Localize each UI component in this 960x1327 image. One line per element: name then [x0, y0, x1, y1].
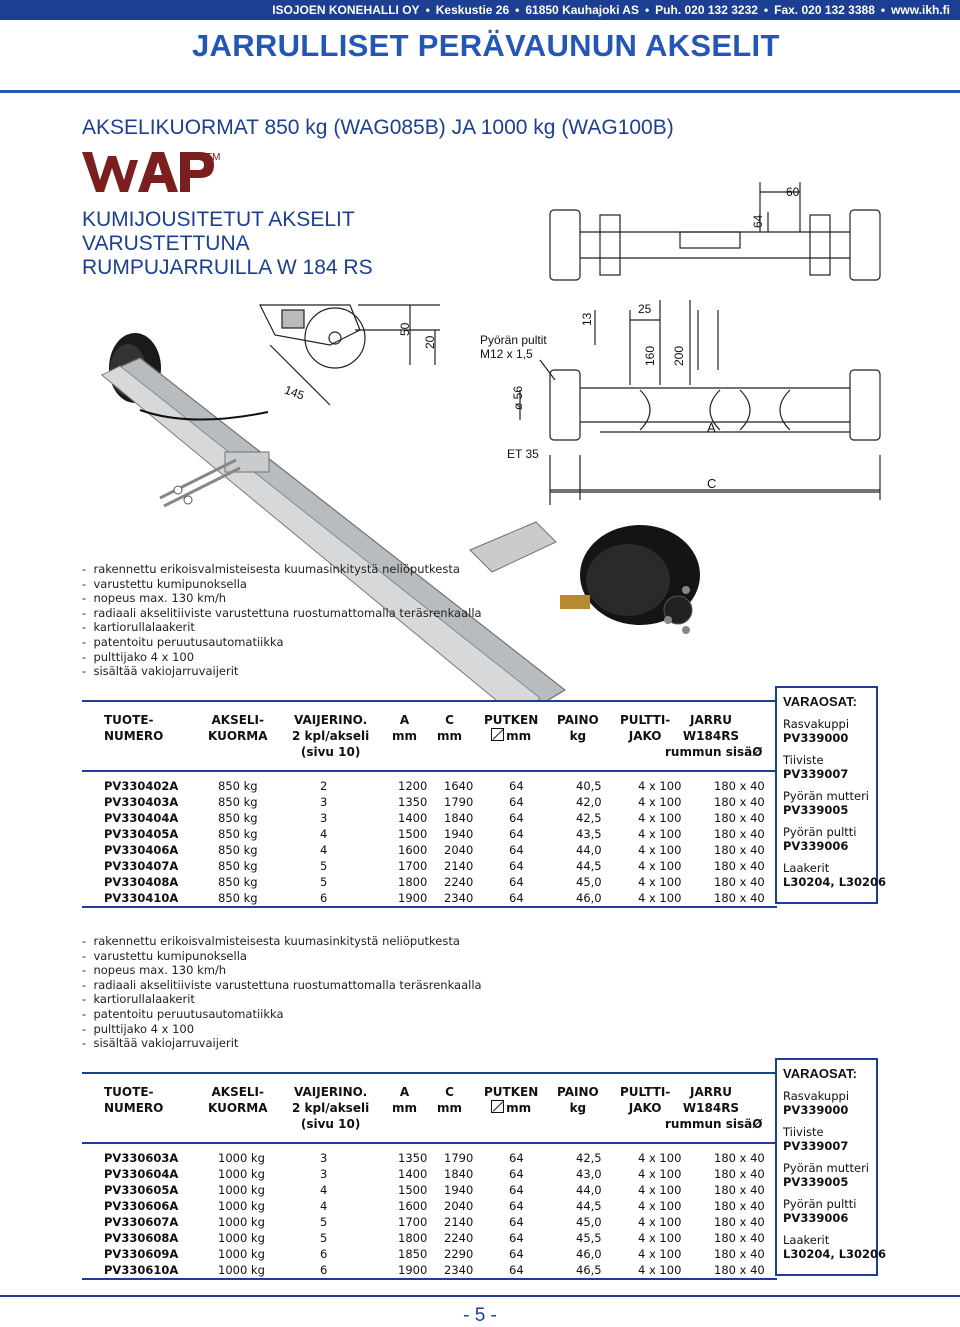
feature-item: - nopeus max. 130 km/h — [82, 591, 482, 606]
col-header-c: C mm — [437, 713, 463, 743]
table-row — [82, 1166, 777, 1182]
cell-dim-a: 1700 — [398, 1215, 428, 1229]
cell-dim-a: 1350 — [398, 1151, 428, 1165]
cell-brake-size: 180 x 40 — [714, 779, 765, 793]
cell-product-number: PV330407A — [104, 859, 179, 873]
feature-item: - sisältää vakiojarruvaijerit — [82, 664, 482, 679]
bolts-size: M12 x 1,5 — [480, 347, 533, 361]
cell-cable-number: 5 — [320, 859, 328, 873]
cell-dim-a: 1900 — [398, 891, 428, 905]
cell-product-number: PV330607A — [104, 1215, 179, 1229]
cell-product-number: PV330603A — [104, 1151, 179, 1165]
trademark-mark: TM — [206, 152, 221, 163]
cell-dim-a: 1800 — [398, 875, 428, 889]
cell-dim-c: 2040 — [444, 843, 474, 857]
cell-cable-number: 4 — [320, 1183, 328, 1197]
cell-brake-size: 180 x 40 — [714, 1231, 765, 1245]
table-body — [82, 770, 777, 905]
cell-dim-a: 1850 — [398, 1247, 428, 1261]
cell-tube-size: 64 — [509, 779, 524, 793]
cell-product-number: PV330604A — [104, 1167, 179, 1181]
cell-cable-number: 3 — [320, 1151, 328, 1165]
col-header-pultti: PULTTI- JAKO — [620, 713, 671, 743]
cell-tube-size: 64 — [509, 1247, 524, 1261]
feature-item: - sisältää vakiojarruvaijerit — [82, 1036, 482, 1051]
description-line: VARUSTETTUNA — [82, 232, 250, 255]
table-row — [82, 1198, 777, 1214]
spare-part-label: Rasvakuppi — [783, 1089, 850, 1103]
cell-weight: 44,5 — [576, 859, 602, 873]
cell-brake-size: 180 x 40 — [714, 1247, 765, 1261]
feature-item: - rakennettu erikoisvalmisteisesta kuumasinkitystä neliöputkesta — [82, 934, 482, 949]
dim-label: 25 — [638, 302, 652, 316]
spare-part-code: PV339007 — [783, 1139, 849, 1153]
table-row — [82, 778, 777, 794]
cell-weight: 40,5 — [576, 779, 602, 793]
feature-item: - patentoitu peruutusautomatiikka — [82, 1007, 482, 1022]
front-view-drawing — [480, 300, 880, 505]
cell-tube-size: 64 — [509, 827, 524, 841]
dim-label: 60 — [786, 185, 800, 199]
cell-tube-size: 64 — [509, 1215, 524, 1229]
feature-item: - rakennettu erikoisvalmisteisesta kuumasinkitystä neliöputkesta — [82, 562, 482, 577]
col-header-paino: PAINO kg — [557, 1085, 599, 1115]
spare-part-label: Tiiviste — [783, 753, 824, 767]
col-header-pultti: PULTTI- JAKO — [620, 1085, 671, 1115]
cell-brake-size: 180 x 40 — [714, 827, 765, 841]
features-list-850 — [82, 562, 482, 679]
spare-part-code: PV339000 — [783, 1103, 849, 1117]
feature-item: - pulttijako 4 x 100 — [82, 1022, 482, 1037]
cell-bolt-pattern: 4 x 100 — [638, 875, 682, 889]
cell-axle-load: 850 kg — [218, 859, 258, 873]
spare-part-code: PV339006 — [783, 1211, 849, 1225]
cell-cable-number: 2 — [320, 779, 328, 793]
cell-bolt-pattern: 4 x 100 — [638, 827, 682, 841]
separator: • — [763, 3, 769, 17]
spare-part-label: Laakerit — [783, 861, 830, 875]
cell-axle-load: 1000 kg — [218, 1215, 265, 1229]
cell-bolt-pattern: 4 x 100 — [638, 811, 682, 825]
table-row — [82, 1230, 777, 1246]
side-view-drawing — [260, 305, 440, 405]
cell-product-number: PV330609A — [104, 1247, 179, 1261]
cell-dim-c: 2290 — [444, 1247, 474, 1261]
page-number: - 5 - — [463, 1305, 497, 1326]
cell-dim-a: 1600 — [398, 843, 428, 857]
cell-tube-size: 64 — [509, 1199, 524, 1213]
cell-brake-size: 180 x 40 — [714, 811, 765, 825]
cell-dim-c: 2340 — [444, 1263, 474, 1277]
col-header-a: A mm — [392, 713, 418, 743]
table-row — [82, 826, 777, 842]
table-row — [82, 1262, 777, 1278]
product-table-1000 — [82, 1072, 777, 1280]
cell-dim-c: 1790 — [444, 795, 474, 809]
cell-bolt-pattern: 4 x 100 — [638, 1199, 682, 1213]
square-diameter-icon — [491, 728, 504, 741]
cell-dim-a: 1400 — [398, 1167, 428, 1181]
spare-part-label: Rasvakuppi — [783, 717, 850, 731]
phone: Puh. 020 132 3232 — [655, 3, 758, 17]
cell-brake-size: 180 x 40 — [714, 1183, 765, 1197]
cell-bolt-pattern: 4 x 100 — [638, 843, 682, 857]
cell-weight: 42,0 — [576, 795, 602, 809]
top-view-drawing — [550, 182, 880, 280]
cell-dim-a: 1900 — [398, 1263, 428, 1277]
cell-axle-load: 850 kg — [218, 875, 258, 889]
table-row — [82, 1246, 777, 1262]
cell-tube-size: 64 — [509, 811, 524, 825]
table-row — [82, 858, 777, 874]
cell-dim-c: 1840 — [444, 811, 474, 825]
cell-dim-a: 1200 — [398, 779, 428, 793]
feature-item: - nopeus max. 130 km/h — [82, 963, 482, 978]
cell-axle-load: 1000 kg — [218, 1263, 265, 1277]
et-label: ET 35 — [507, 447, 539, 461]
contact-bar — [0, 0, 960, 20]
cell-dim-a: 1800 — [398, 1231, 428, 1245]
cell-product-number: PV330405A — [104, 827, 179, 841]
col-header-a: A mm — [392, 1085, 418, 1115]
cell-bolt-pattern: 4 x 100 — [638, 1215, 682, 1229]
cell-tube-size: 64 — [509, 1231, 524, 1245]
spare-part-code: PV339005 — [783, 803, 849, 817]
table-row — [82, 1150, 777, 1166]
cell-tube-size: 64 — [509, 795, 524, 809]
spare-part-label: Pyörän pultti — [783, 1197, 857, 1211]
col-header-tuote: TUOTE- NUMERO — [104, 713, 164, 743]
spare-parts-title: VARAOSAT: — [783, 694, 857, 709]
cell-product-number: PV330403A — [104, 795, 179, 809]
cell-axle-load: 1000 kg — [218, 1247, 265, 1261]
diameter-label: ø 56 — [511, 385, 525, 410]
square-diameter-icon — [491, 1100, 504, 1113]
cell-brake-size: 180 x 40 — [714, 875, 765, 889]
table-row — [82, 1182, 777, 1198]
col-header-vaijeri: VAIJERINO. 2 kpl/akseli (sivu 10) — [292, 713, 370, 759]
spare-parts-box-1000 — [775, 1058, 887, 1276]
feature-item: - kartiorullalaakerit — [82, 992, 482, 1007]
col-header-c: C mm — [437, 1085, 463, 1115]
cell-cable-number: 5 — [320, 1231, 328, 1245]
cell-weight: 45,0 — [576, 1215, 602, 1229]
cell-cable-number: 3 — [320, 795, 328, 809]
cell-bolt-pattern: 4 x 100 — [638, 1167, 682, 1181]
cell-weight: 44,5 — [576, 1199, 602, 1213]
cell-axle-load: 1000 kg — [218, 1151, 265, 1165]
spare-part-label: Tiiviste — [783, 1125, 824, 1139]
cell-bolt-pattern: 4 x 100 — [638, 1263, 682, 1277]
cell-dim-c: 1940 — [444, 827, 474, 841]
cell-product-number: PV330606A — [104, 1199, 179, 1213]
cell-axle-load: 850 kg — [218, 843, 258, 857]
cell-axle-load: 850 kg — [218, 779, 258, 793]
cell-brake-size: 180 x 40 — [714, 1151, 765, 1165]
dim-c-label: C — [707, 476, 717, 491]
cell-tube-size: 64 — [509, 1263, 524, 1277]
spare-part-code: L30204, L30206 — [783, 875, 887, 889]
dim-label: 50 — [398, 322, 412, 336]
description-line: KUMIJOUSITETUT AKSELIT — [82, 208, 355, 231]
cell-bolt-pattern: 4 x 100 — [638, 1247, 682, 1261]
cell-dim-a: 1700 — [398, 859, 428, 873]
cell-axle-load: 1000 kg — [218, 1167, 265, 1181]
cell-product-number: PV330404A — [104, 811, 179, 825]
fax: Fax. 020 132 3388 — [774, 3, 875, 17]
cell-axle-load: 850 kg — [218, 827, 258, 841]
cell-bolt-pattern: 4 x 100 — [638, 859, 682, 873]
cell-dim-c: 1790 — [444, 1151, 474, 1165]
cell-dim-a: 1500 — [398, 827, 428, 841]
spare-part-code: PV339005 — [783, 1175, 849, 1189]
cell-bolt-pattern: 4 x 100 — [638, 795, 682, 809]
cell-axle-load: 850 kg — [218, 795, 258, 809]
cell-dim-c: 1840 — [444, 1167, 474, 1181]
cell-weight: 45,0 — [576, 875, 602, 889]
cell-tube-size: 64 — [509, 1151, 524, 1165]
cell-brake-size: 180 x 40 — [714, 891, 765, 905]
cell-tube-size: 64 — [509, 875, 524, 889]
col-header-putken: PUTKEN mm — [484, 1085, 539, 1115]
dim-label: 20 — [423, 335, 437, 349]
cell-dim-c: 2140 — [444, 1215, 474, 1229]
dim-label: 64 — [751, 214, 765, 228]
cell-cable-number: 6 — [320, 1247, 328, 1261]
cell-bolt-pattern: 4 x 100 — [638, 1151, 682, 1165]
table-row — [82, 1214, 777, 1230]
cell-dim-c: 2140 — [444, 859, 474, 873]
cell-dim-c: 2340 — [444, 891, 474, 905]
cell-axle-load: 850 kg — [218, 891, 258, 905]
features-list-1000 — [82, 934, 482, 1051]
cell-weight: 46,0 — [576, 1247, 602, 1261]
cell-weight: 46,5 — [576, 1263, 602, 1277]
cell-cable-number: 3 — [320, 811, 328, 825]
cell-cable-number: 5 — [320, 875, 328, 889]
separator: • — [425, 3, 430, 17]
cell-axle-load: 850 kg — [218, 811, 258, 825]
feature-item: - pulttijako 4 x 100 — [82, 650, 482, 665]
spare-part-code: L30204, L30206 — [783, 1247, 887, 1261]
cell-dim-c: 2240 — [444, 875, 474, 889]
cell-weight: 43,5 — [576, 827, 602, 841]
cell-weight: 45,5 — [576, 1231, 602, 1245]
table-row — [82, 810, 777, 826]
feature-item: - radiaali akselitiiviste varustettuna ruostumattomalla teräsrenkaalla — [82, 606, 482, 621]
title-divider — [0, 90, 960, 93]
col-header-akseli: AKSELI- KUORMA — [208, 1085, 268, 1115]
col-header-jarru: JARRU W184RS rummun sisäØ — [665, 1085, 763, 1131]
website-link[interactable]: www.ikh.fi — [891, 3, 950, 17]
cell-product-number: PV330406A — [104, 843, 179, 857]
cell-dim-c: 1940 — [444, 1183, 474, 1197]
cell-bolt-pattern: 4 x 100 — [638, 891, 682, 905]
spare-part-code: PV339007 — [783, 767, 849, 781]
page-title: JARRULLISET PERÄVAUNUN AKSELIT — [192, 28, 780, 63]
dim-label: 13 — [580, 312, 594, 326]
product-table-850 — [82, 700, 777, 908]
spare-parts-box-850 — [775, 686, 887, 904]
address: Keskustie 26 — [435, 3, 510, 17]
cell-cable-number: 4 — [320, 843, 328, 857]
table-row — [82, 842, 777, 858]
cell-dim-a: 1600 — [398, 1199, 428, 1213]
footer-divider — [0, 1295, 960, 1297]
cell-brake-size: 180 x 40 — [714, 859, 765, 873]
spare-part-label: Laakerit — [783, 1233, 830, 1247]
cell-weight: 46,0 — [576, 891, 602, 905]
cell-brake-size: 180 x 40 — [714, 1215, 765, 1229]
cell-brake-size: 180 x 40 — [714, 1167, 765, 1181]
table-row — [82, 874, 777, 890]
cell-weight: 43,0 — [576, 1167, 602, 1181]
feature-item: - kartiorullalaakerit — [82, 620, 482, 635]
cell-dim-a: 1350 — [398, 795, 428, 809]
cell-product-number: PV330410A — [104, 891, 179, 905]
dim-label: 160 — [643, 345, 657, 366]
cell-dim-c: 2040 — [444, 1199, 474, 1213]
bolts-label: Pyörän pultit — [480, 333, 547, 347]
feature-item: - varustettu kumipunoksella — [82, 577, 482, 592]
cell-product-number: PV330608A — [104, 1231, 179, 1245]
cell-product-number: PV330610A — [104, 1263, 179, 1277]
spare-part-code: PV339006 — [783, 839, 849, 853]
postal-address: 61850 Kauhajoki AS — [525, 3, 639, 17]
company-name: ISOJOEN KONEHALLI OY — [272, 3, 420, 17]
cell-bolt-pattern: 4 x 100 — [638, 1183, 682, 1197]
col-header-jarru: JARRU W184RS rummun sisäØ — [665, 713, 763, 759]
cell-cable-number: 6 — [320, 891, 328, 905]
cell-axle-load: 1000 kg — [218, 1183, 265, 1197]
col-header-paino: PAINO kg — [557, 713, 599, 743]
cell-weight: 42,5 — [576, 1151, 602, 1165]
separator: • — [644, 3, 650, 17]
page-subtitle: AKSELIKUORMAT 850 kg (WAG085B) JA 1000 kg (WAG100B) — [82, 116, 674, 139]
cell-tube-size: 64 — [509, 1167, 524, 1181]
table-row — [82, 794, 777, 810]
cell-dim-a: 1500 — [398, 1183, 428, 1197]
description-line: RUMPUJARRUILLA W 184 RS — [82, 256, 373, 279]
cell-product-number: PV330402A — [104, 779, 179, 793]
cell-cable-number: 6 — [320, 1263, 328, 1277]
cell-dim-c: 1640 — [444, 779, 474, 793]
cell-cable-number: 5 — [320, 1215, 328, 1229]
separator: • — [880, 3, 886, 17]
dim-label: 145 — [282, 382, 307, 403]
col-header-vaijeri: VAIJERINO. 2 kpl/akseli (sivu 10) — [292, 1085, 370, 1131]
feature-item: - patentoitu peruutusautomatiikka — [82, 635, 482, 650]
cell-product-number: PV330605A — [104, 1183, 179, 1197]
cell-cable-number: 4 — [320, 1199, 328, 1213]
spare-part-label: Pyörän mutteri — [783, 789, 870, 803]
separator: • — [515, 3, 520, 17]
cell-dim-a: 1400 — [398, 811, 428, 825]
cell-tube-size: 64 — [509, 1183, 524, 1197]
cell-tube-size: 64 — [509, 843, 524, 857]
cell-dim-c: 2240 — [444, 1231, 474, 1245]
cell-brake-size: 180 x 40 — [714, 1199, 765, 1213]
cell-brake-size: 180 x 40 — [714, 795, 765, 809]
dim-label: 200 — [672, 345, 686, 366]
cell-tube-size: 64 — [509, 891, 524, 905]
cell-brake-size: 180 x 40 — [714, 1263, 765, 1277]
feature-item: - varustettu kumipunoksella — [82, 949, 482, 964]
spare-part-code: PV339000 — [783, 731, 849, 745]
cell-bolt-pattern: 4 x 100 — [638, 779, 682, 793]
cell-tube-size: 64 — [509, 859, 524, 873]
table-body — [82, 1142, 777, 1277]
col-header-putken: PUTKEN mm — [484, 713, 539, 743]
feature-item: - radiaali akselitiiviste varustettuna ruostumattomalla teräsrenkaalla — [82, 978, 482, 993]
cell-brake-size: 180 x 40 — [714, 843, 765, 857]
spare-part-label: Pyörän mutteri — [783, 1161, 870, 1175]
dim-a-label: A — [707, 420, 716, 435]
cell-weight: 42,5 — [576, 811, 602, 825]
cell-weight: 44,0 — [576, 1183, 602, 1197]
cell-weight: 44,0 — [576, 843, 602, 857]
cell-axle-load: 1000 kg — [218, 1199, 265, 1213]
cell-product-number: PV330408A — [104, 875, 179, 889]
spare-part-label: Pyörän pultti — [783, 825, 857, 839]
cell-bolt-pattern: 4 x 100 — [638, 1231, 682, 1245]
table-row — [82, 890, 777, 906]
cell-cable-number: 4 — [320, 827, 328, 841]
cell-cable-number: 3 — [320, 1167, 328, 1181]
col-header-akseli: AKSELI- KUORMA — [208, 713, 268, 743]
spare-parts-title: VARAOSAT: — [783, 1066, 857, 1081]
col-header-tuote: TUOTE- NUMERO — [104, 1085, 164, 1115]
cell-axle-load: 1000 kg — [218, 1231, 265, 1245]
